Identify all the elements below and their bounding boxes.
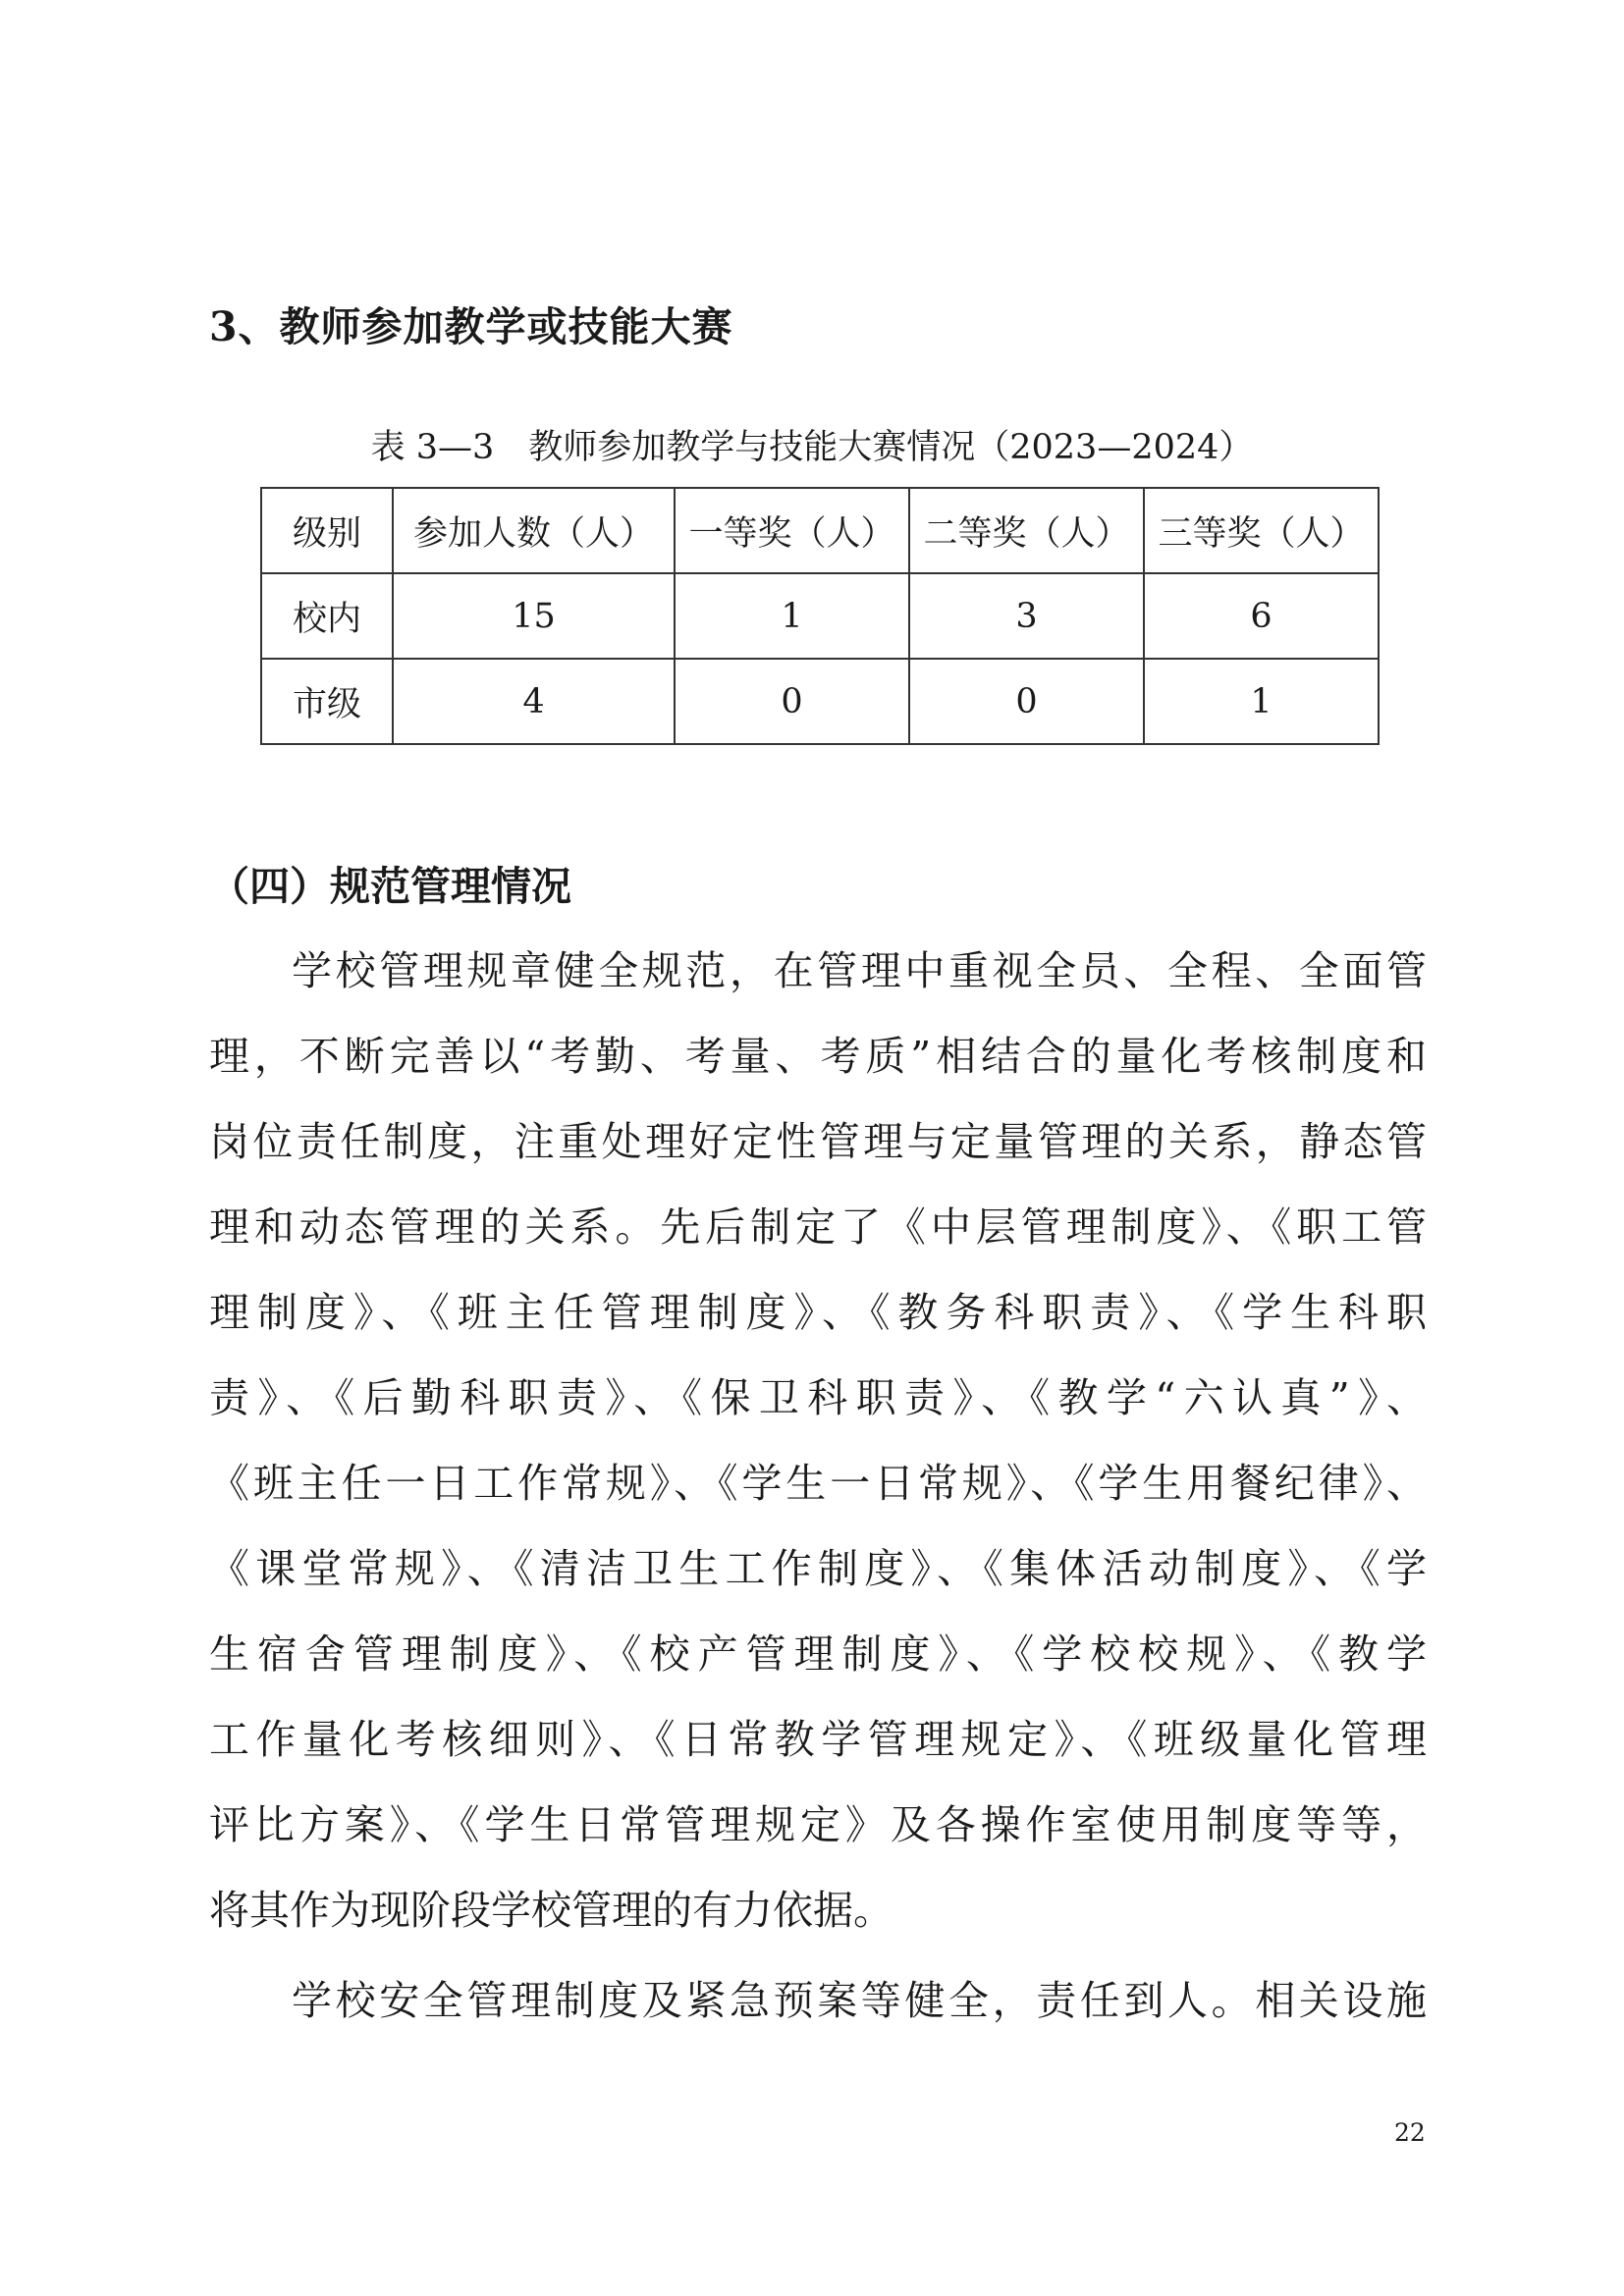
paragraph-line: 理制度》、《班主任管理制度》、《教务科职责》、《学生科职	[209, 1289, 1427, 1336]
table-caption: 表 3—3 教师参加教学与技能大赛情况（2023—2024）	[370, 428, 1254, 467]
paragraph-line: 学校管理规章健全规范，在管理中重视全员、全程、全面管	[292, 947, 1427, 994]
table-cell: 0	[675, 659, 909, 744]
paragraph-line: 理，不断完善以“考勤、考量、考质”相结合的量化考核制度和	[209, 1033, 1427, 1080]
table-header-cell: 三等奖（人）	[1144, 488, 1379, 573]
paragraph-line: 学校安全管理制度及紧急预案等健全，责任到人。相关设施	[292, 1977, 1427, 2024]
table-header-cell: 一等奖（人）	[675, 488, 909, 573]
table-cell: 市级	[261, 659, 393, 744]
table-cell: 4	[393, 659, 675, 744]
competition-table	[260, 487, 1380, 745]
paragraph-management	[209, 929, 1427, 1953]
table-cell: 6	[1144, 573, 1379, 659]
table-cell: 15	[393, 573, 675, 659]
table-header-cell: 级别	[261, 488, 393, 573]
table-cell: 校内	[261, 573, 393, 659]
table-header-cell: 参加人数（人）	[393, 488, 675, 573]
paragraph-safety	[209, 1958, 1427, 2044]
table-cell: 3	[909, 573, 1144, 659]
table-header-cell: 二等奖（人）	[909, 488, 1144, 573]
page-number: 22	[1394, 2118, 1426, 2147]
paragraph-line: 理和动态管理的关系。先后制定了《中层管理制度》、《职工管	[209, 1203, 1427, 1251]
paragraph-line: 评比方案》、《学生日常管理规定》及各操作室使用制度等等，	[209, 1801, 1427, 1848]
table-cell: 1	[1144, 659, 1379, 744]
paragraph-line: 生宿舍管理制度》、《校产管理制度》、《学校校规》、《教学	[209, 1630, 1427, 1678]
paragraph-line: 责》、《后勤科职责》、《保卫科职责》、《教学“六认真”》、	[209, 1374, 1427, 1421]
table-row	[261, 573, 1379, 659]
paragraph-line: 岗位责任制度，注重处理好定性管理与定量管理的关系，静态管	[209, 1118, 1427, 1165]
paragraph-line: 工作量化考核细则》、《日常教学管理规定》、《班级量化管理	[209, 1716, 1427, 1763]
subsection-heading: （四）规范管理情况	[209, 863, 571, 910]
paragraph-line: 将其作为现阶段学校管理的有力依据。	[209, 1887, 893, 1934]
table-cell: 1	[675, 573, 909, 659]
paragraph-line: 《课堂常规》、《清洁卫生工作制度》、《集体活动制度》、《学	[209, 1545, 1427, 1592]
table-cell: 0	[909, 659, 1144, 744]
table-header-row	[261, 488, 1379, 573]
section-heading: 3、教师参加教学或技能大赛	[209, 303, 733, 350]
table-row	[261, 659, 1379, 744]
paragraph-line: 《班主任一日工作常规》、《学生一日常规》、《学生用餐纪律》、	[209, 1460, 1427, 1507]
